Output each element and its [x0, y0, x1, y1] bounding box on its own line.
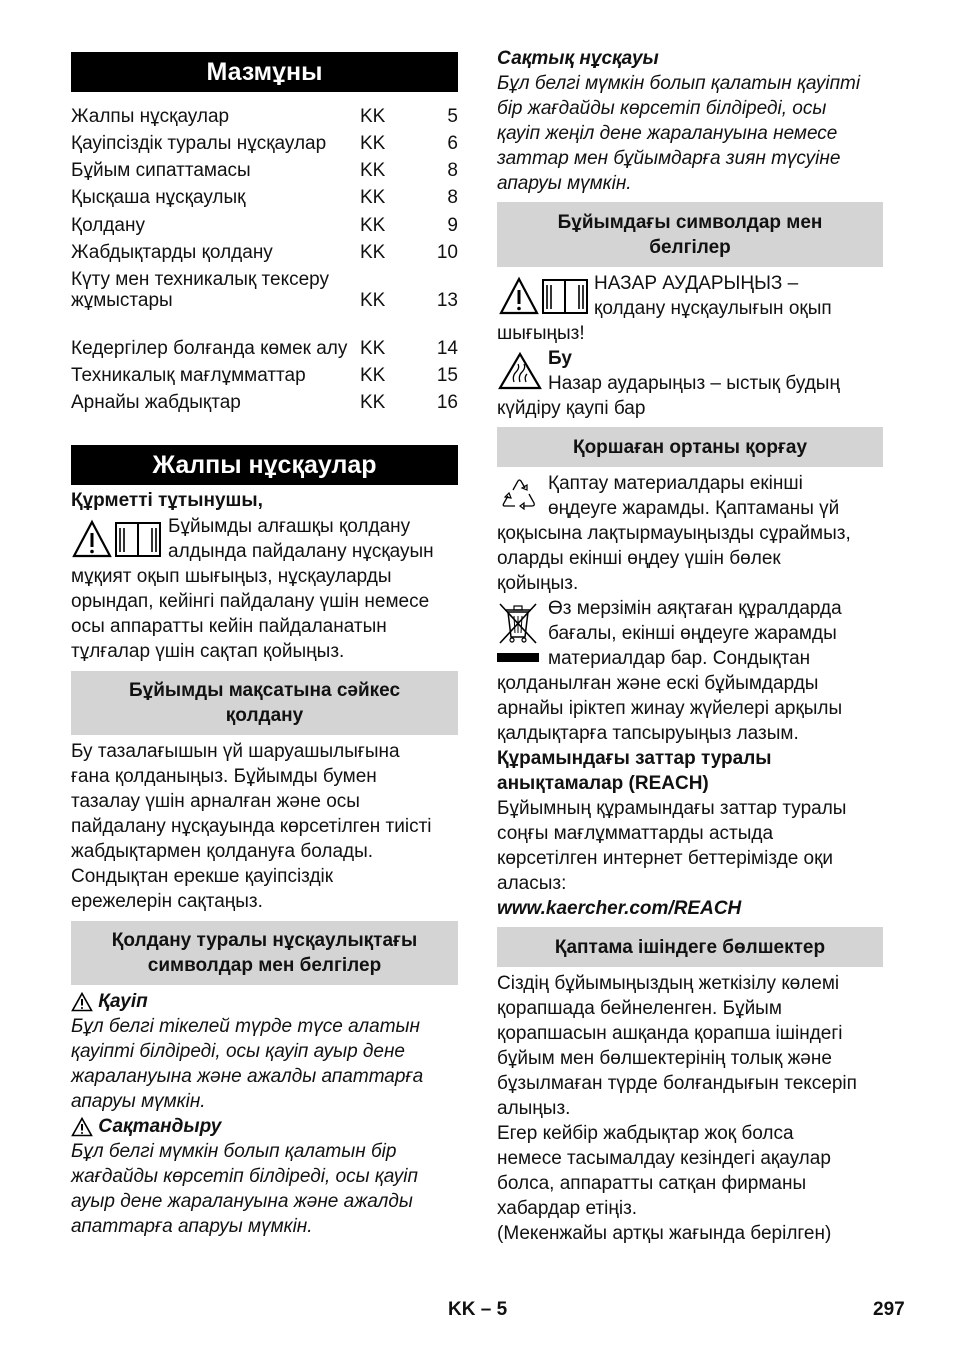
warning-manual-icon — [72, 519, 164, 559]
steam-line: күйдіру қаупі бар — [497, 398, 646, 419]
toc-entry-page: 5 — [447, 106, 458, 127]
disposal-line: қалдықтарға тапсыруыңыз лазым. — [497, 723, 799, 744]
packaging-line: қоқысына лақтырмауыңызды сұраймыз, — [497, 523, 851, 544]
reach-url[interactable]: www.kaercher.com/REACH — [497, 898, 742, 919]
toc-entry[interactable] — [71, 389, 458, 413]
footer-section: KK – 5 — [448, 1299, 508, 1320]
toc-entry[interactable] — [71, 130, 458, 154]
toc-entry-page: 16 — [436, 392, 458, 413]
toc-entry[interactable] — [71, 103, 458, 127]
toc-entry[interactable] — [71, 362, 458, 386]
toc-entry[interactable] — [71, 263, 458, 311]
toc-entry-title: Жалпы нұсқаулар — [71, 106, 230, 127]
intro-line: алдында пайдалану нұсқауын — [168, 541, 434, 562]
toc-entry-lang: KK — [360, 215, 386, 236]
toc-entry-title: Жабдықтарды қолдану — [71, 242, 273, 263]
toc-entry-lang: KK — [360, 106, 386, 127]
intro-line: орындап, кейінгі пайдалану үшін немесе — [71, 591, 430, 612]
toc-entry-title: Кедергілер болғанда көмек алу — [71, 338, 348, 359]
greeting: Құрметті тұтынушы, — [71, 490, 263, 511]
purpose-heading: Бұйымды мақсатына сәйкес қолдану — [71, 671, 458, 735]
toc-entry-page: 10 — [436, 242, 458, 263]
toc-entry-lang: KK — [360, 290, 386, 311]
intro-line: мұқият оқып шығыңыз, нұсқауларды — [71, 566, 392, 587]
packaging-line: оларды екінші өңдеу үшін бөлек — [497, 548, 781, 569]
toc-entry-title: Арнайы жабдықтар — [71, 392, 241, 413]
steam-line: Назар аударыңыз – ыстық будың — [548, 373, 840, 394]
toc-entry-title: Қауіпсіздік туралы нұсқаулар — [71, 133, 327, 154]
danger-label: Қауіп — [71, 989, 148, 1014]
toc-entry-lang: KK — [360, 133, 386, 154]
toc-entry[interactable] — [71, 311, 458, 359]
toc-heading: Мазмұны — [71, 52, 458, 92]
disposal-line: арнайы іріктеп жинау жүйелері арқылы — [497, 698, 843, 719]
package-text: Сіздің бұйымыңыздың жеткізілу көлемі қорапшада бейнеленген. Бұйым қорапшасын ашқанда қорапша ішіндегі бұйым мен бөлшектерінің толық және бұзылмаған түрде болғандығын тексеріп алыңыз. Егер кейбір жабдықтар жоқ болса немесе тасымалдау кезіндегі ақаулар болса, аппаратты сатқан фирманы хабардар етіңіз. (Мекенжайы артқы жағында берілген) — [497, 973, 857, 1244]
symbols-heading: Қолдану туралы нұсқаулықтағы символдар мен белгілер — [71, 921, 458, 985]
toc-entry-title: Күту мен техникалық тексеру жұмыстары — [71, 269, 330, 311]
recycling-icon — [498, 476, 540, 514]
toc-entry[interactable] — [71, 184, 458, 208]
package-heading: Қаптама ішіндеге бөлшектер — [497, 927, 883, 967]
toc-entry-lang: KK — [360, 392, 386, 413]
toc-entry-title: Техникалық мағлұмматтар — [71, 365, 306, 386]
caution-label: Сақтық нұсқауы — [497, 48, 659, 69]
packaging-line: қойыңыз. — [497, 573, 579, 594]
toc-entry-page: 13 — [436, 290, 458, 311]
toc-entry[interactable] — [71, 239, 458, 263]
hot-steam-icon — [498, 352, 542, 390]
toc-entry-page: 14 — [436, 338, 458, 359]
device-symbols-heading: Бұйымдағы символдар мен белгілер — [497, 202, 883, 267]
general-heading: Жалпы нұсқаулар — [71, 445, 458, 485]
intro-line: тұлғалар үшін сақтап қойыңыз. — [71, 641, 345, 662]
toc-entry-page: 9 — [447, 215, 458, 236]
toc-entry-page: 8 — [447, 187, 458, 208]
attention-line: қолдану нұсқаулығын оқып — [594, 298, 832, 319]
toc-entry-lang: KK — [360, 187, 386, 208]
toc-entry-page: 15 — [436, 365, 458, 386]
intro-line: осы аппаратты кейін пайдаланатын — [71, 616, 387, 637]
danger-text: Бұл белгі тікелей түрде түсе алатын қауіпті білдіреді, осы қауіп ауыр дене жаралануына және ажалды апаттарға апаруы мүмкін. — [71, 1016, 424, 1112]
toc-entry-lang: KK — [360, 242, 386, 263]
warning-label: Сақтандыру — [71, 1114, 221, 1139]
intro-line: Бұйымды алғашқы қолдану — [168, 516, 411, 537]
warning-manual-icon — [499, 276, 591, 316]
toc-entry-lang: KK — [360, 365, 386, 386]
disposal-line: қолданылған және ескі бұйымдарды — [497, 673, 819, 694]
reach-text: Бұйымның құрамындағы заттар туралы соңғы мағлұмматтарды астыда көрсетілген интернет беттерімізде оқи аласыз: — [497, 798, 847, 894]
purpose-text: Бу тазалағышын үй шаруашылығына ғана қолданыңыз. Бұйымды бумен тазалау үшін арналған және осы пайдалану нұсқауында көрсетілген тиісті жабдықтармен қолдануға болады. Сондықтан ерекше қауіпсіздік ережелерін сақтаңыз. — [71, 741, 432, 912]
toc-entry-page: 6 — [447, 133, 458, 154]
disposal-line: материалдар бар. Сондықтан — [548, 648, 811, 669]
warning-triangle-icon — [71, 1117, 93, 1137]
steam-label: Бу — [548, 348, 572, 369]
caution-text: Бұл белгі мүмкін болып қалатын қауіпті бір жағдайды көрсетіп білдіреді, осы қауіп жеңіл дене жаралануына немесе заттар мен бұйымдарға зиян түсуіне апаруы мүмкін. — [497, 73, 861, 194]
warning-triangle-icon — [71, 992, 93, 1012]
disposal-line: Өз мерзімін аяқтаған құралдарда — [548, 598, 842, 619]
toc-entry-title: Қолдану — [71, 215, 145, 236]
toc-entry-title: Бұйым сипаттамасы — [71, 160, 251, 181]
toc-entry-title: Қысқаша нұсқаулық — [71, 187, 246, 208]
attention-line: НАЗАР АУДАРЫҢЫЗ – — [594, 273, 799, 294]
toc-entry[interactable] — [71, 212, 458, 236]
warning-text: Бұл белгі мүмкін болып қалатын бір жағдайды көрсетіп білдіреді, осы қауіп ауыр дене жаралануына және ажалды апаттарға апаруы мүмкін. — [71, 1141, 418, 1237]
toc-entry-lang: KK — [360, 160, 386, 181]
toc-entry[interactable] — [71, 157, 458, 181]
toc-entry-lang: KK — [360, 338, 386, 359]
toc-entry-page: 8 — [447, 160, 458, 181]
packaging-line: өңдеуге жарамды. Қаптаманы үй — [548, 498, 840, 519]
page-number: 297 — [873, 1299, 905, 1320]
environment-heading: Қоршаған ортаны қорғау — [497, 427, 883, 467]
disposal-line: бағалы, екінші өңдеуге жарамды — [548, 623, 837, 644]
crossed-bin-icon — [497, 601, 539, 665]
packaging-line: Қаптау материалдары екінші — [548, 473, 803, 494]
attention-line: шығыңыз! — [497, 323, 585, 344]
reach-heading: Құрамындағы заттар туралы анықтамалар (REACH) — [497, 748, 772, 794]
